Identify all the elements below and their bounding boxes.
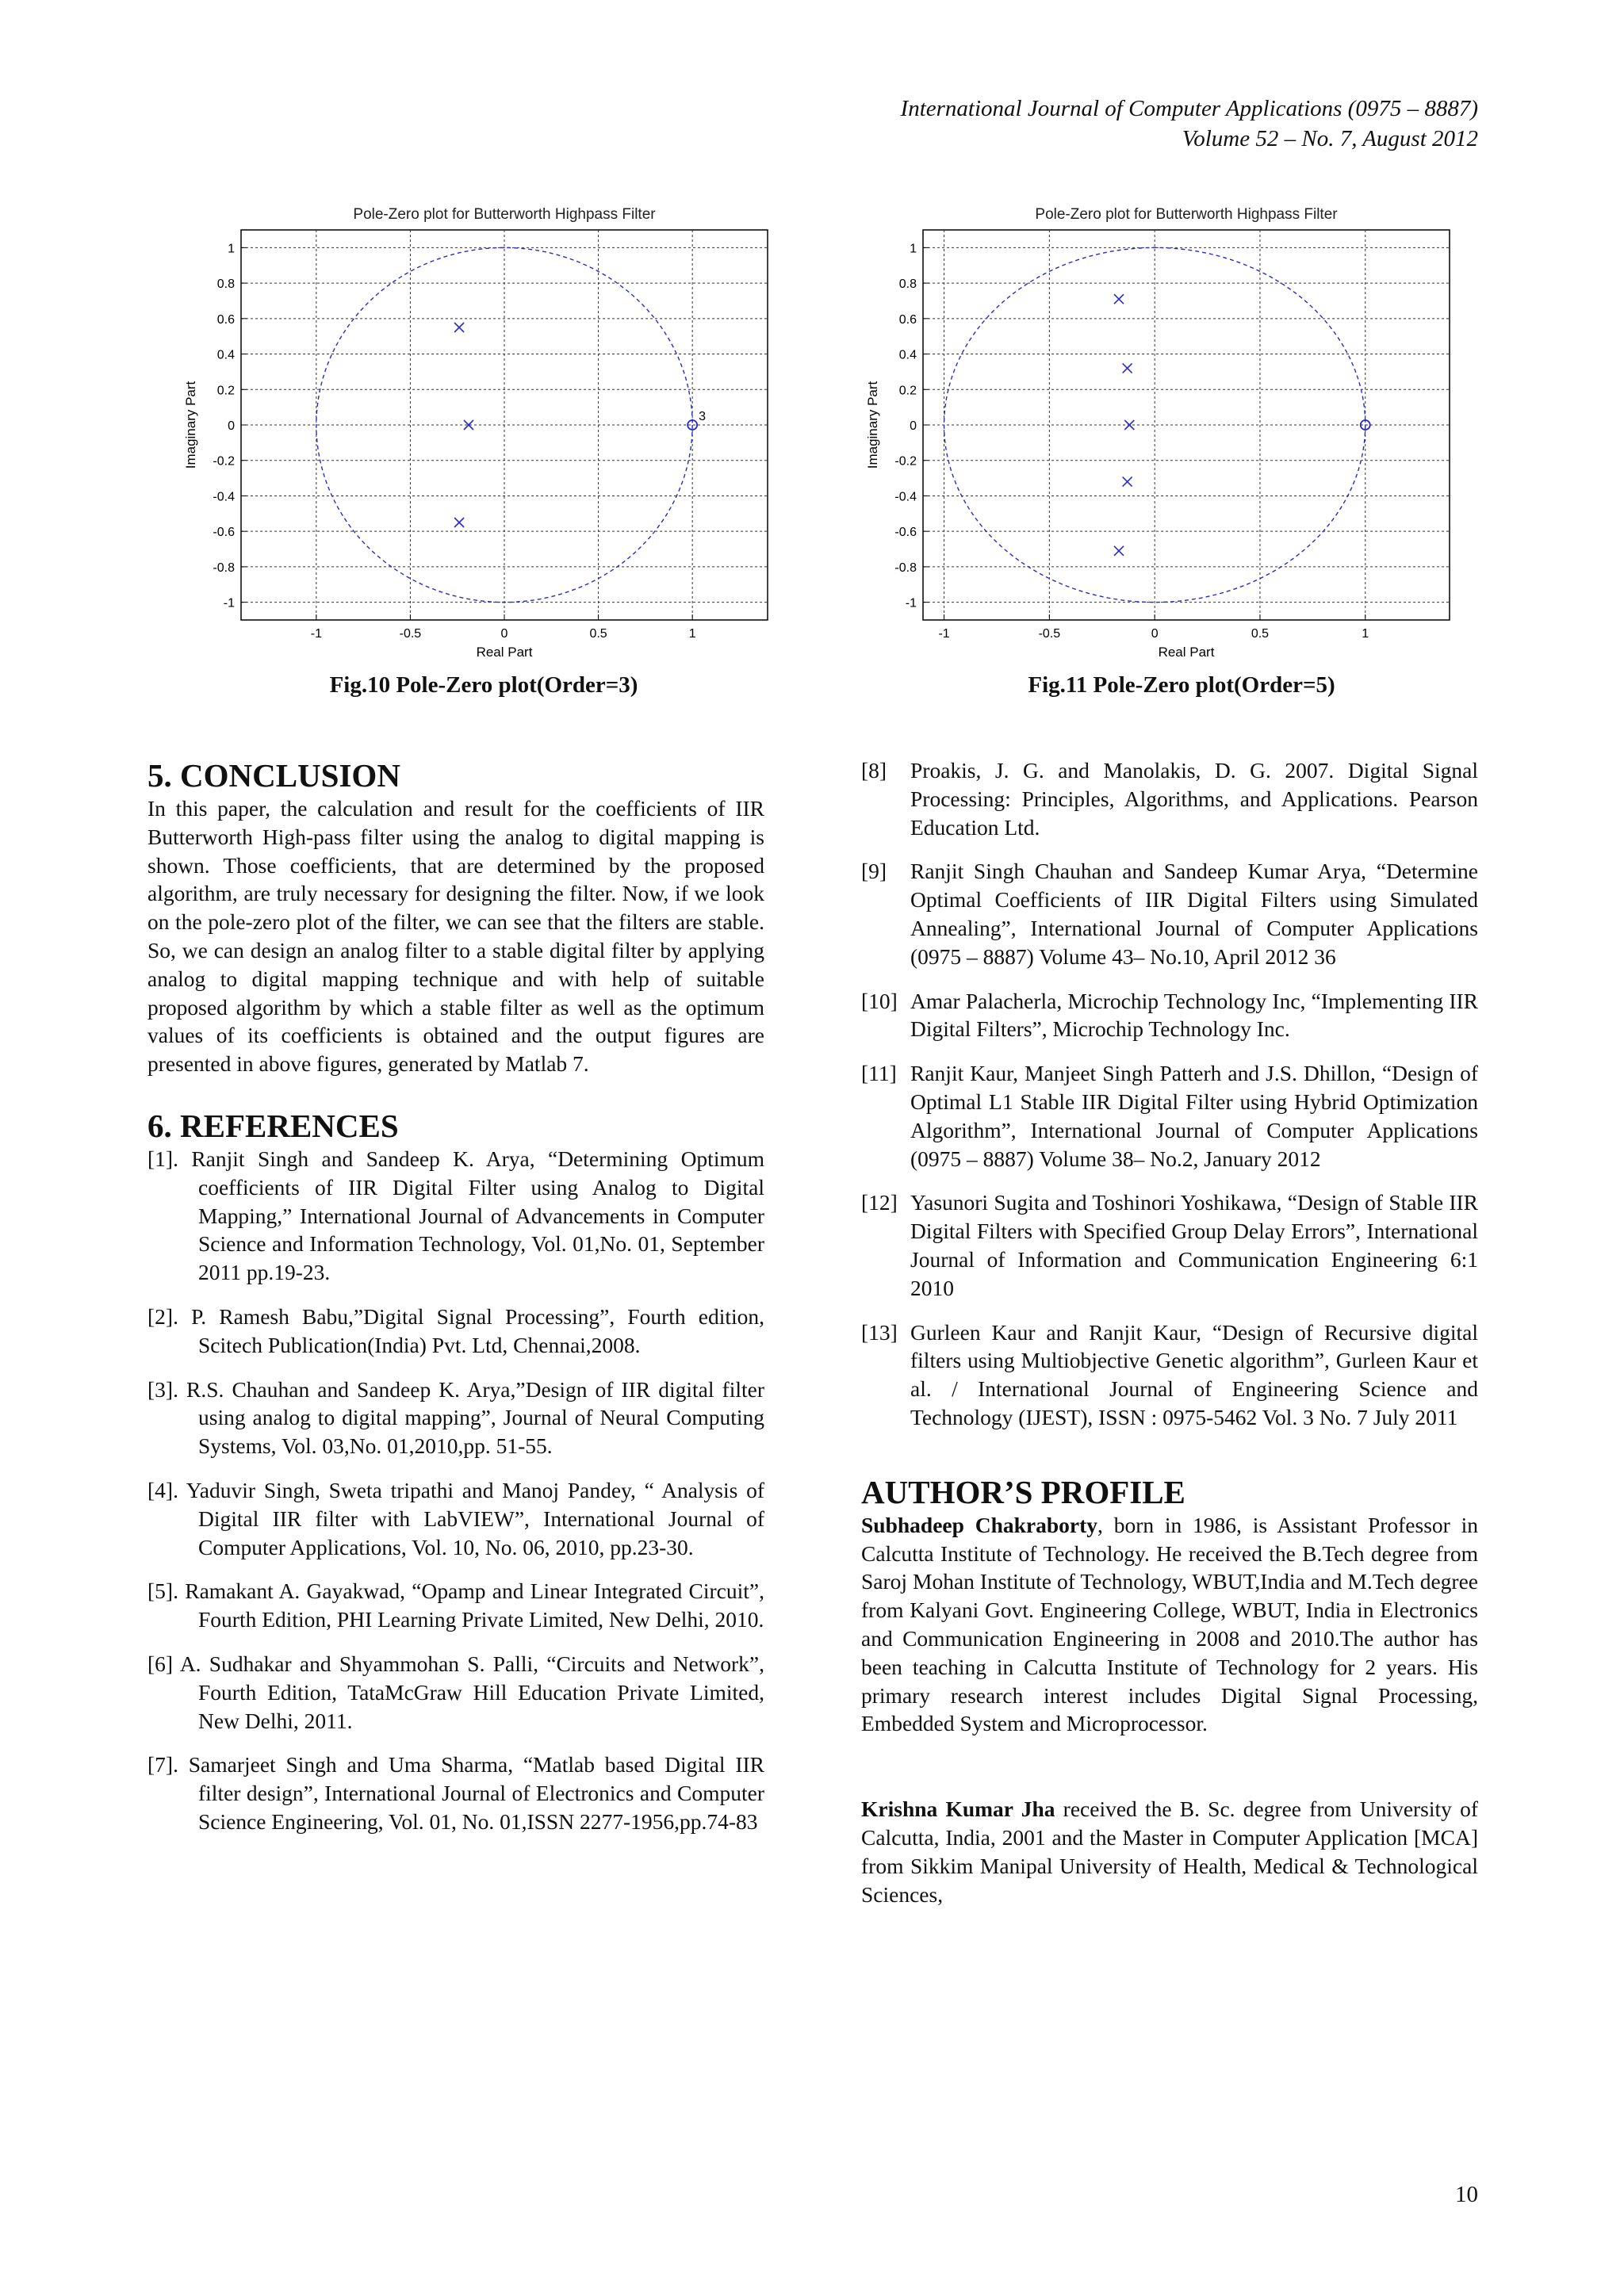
figure-11 [856, 198, 1475, 666]
reference-item [147, 1476, 764, 1561]
y-tick-label: 0.6 [898, 312, 917, 327]
y-tick-label: -0.8 [894, 561, 917, 575]
y-tick-label: 0.2 [216, 384, 235, 398]
x-tick-label: 1 [688, 627, 696, 641]
y-tick-label: -1 [905, 596, 917, 610]
reference-number: [13] [861, 1319, 898, 1345]
reference-item [861, 987, 1478, 1044]
reference-number: [4]. [147, 1477, 178, 1502]
right-column [861, 756, 1478, 1908]
author-profile-heading: AUTHOR’S PROFILE [861, 1473, 1185, 1510]
y-tick-label: 0.8 [898, 277, 917, 292]
author-1-text: , born in 1986, is Assistant Professor in Calcutta Institute of Technology. He received the B.Tech degree from Saroj Mohan Institute of Technology, WBUT,India and M.Tech degree from Kalyani Govt. Engineering College, WBUT, India in Electronics and Communication Engineering in 2008 and 2010.The author has been teaching in Calcutta Institute of Technology for 2 years. His primary research interest includes Digital Signal Processing, Embedded System and Microprocessor. [861, 1512, 1478, 1736]
pole-zero-plot-order-3 [174, 198, 793, 666]
y-tick-label: 0.8 [216, 277, 235, 292]
reference-item [861, 1188, 1478, 1302]
reference-number: [7]. [147, 1752, 178, 1777]
reference-text: Gurleen Kaur and Ranjit Kaur, “Design of Recursive digital filters using Multiobjective Genetic algorithm”, Gurleen Kaur et al. / International Journal of Engineering Science and Technology (IJEST), ISSN : 0975-5462 Vol. 3 No. 7 July 2011 [910, 1319, 1478, 1429]
reference-number: [6] [147, 1651, 174, 1676]
y-tick-label: 0.2 [898, 384, 917, 398]
reference-item [147, 1145, 764, 1287]
reference-text: P. Ramesh Babu,”Digital Signal Processing”, Fourth edition, Scitech Publication(India) Pvt. Ltd, Chennai,2008. [191, 1303, 765, 1357]
reference-text: Ramakant A. Gayakwad, “Opamp and Linear Integrated Circuit”, Fourth Edition, PHI Learning Private Limited, New Delhi, 2010. [185, 1578, 765, 1632]
reference-item [147, 1577, 764, 1634]
reference-text: Amar Palacherla, Microchip Technology Inc, “Implementing IIR Digital Filters”, Microchip Technology Inc. [910, 988, 1478, 1042]
page-number: 10 [1455, 2182, 1478, 2207]
reference-number: [12] [861, 1190, 898, 1215]
reference-item [147, 1751, 764, 1835]
reference-number: [5]. [147, 1578, 178, 1604]
x-tick-label: 0 [1151, 627, 1159, 641]
x-tick-label: -0.5 [399, 627, 422, 641]
y-tick-label: 1 [910, 242, 917, 256]
x-tick-label: 0.5 [589, 627, 607, 641]
journal-volume: Volume 52 – No. 7, August 2012 [1182, 126, 1478, 151]
reference-number: [1]. [147, 1146, 178, 1171]
author-2-text: received the B. Sc. degree from University of Calcutta, India, 2001 and the Master in Computer Application [MCA] from Sikkim Manipal University of Health, Medical & Technological Sciences, [861, 1797, 1479, 1907]
y-tick-label: -1 [223, 596, 235, 610]
y-tick-label: -0.6 [894, 526, 917, 540]
y-axis-label: Imaginary Part [183, 381, 198, 469]
reference-item [147, 1376, 764, 1460]
x-tick-label: -1 [938, 627, 950, 641]
y-tick-label: 0 [228, 419, 235, 433]
left-column [147, 756, 764, 1852]
figure-10 [174, 198, 793, 666]
reference-text: Samarjeet Singh and Uma Sharma, “Matlab based Digital IIR filter design”, International Journal of Electronics and Computer Science Engineering, Vol. 01, No. 01,ISSN 2277-1956,pp.74-83 [188, 1752, 765, 1834]
x-tick-label: 0 [500, 627, 508, 641]
zero-multiplicity-label: 3 [699, 410, 707, 423]
author-1-bio [861, 1511, 1478, 1738]
reference-number: [2]. [147, 1303, 178, 1329]
reference-item [861, 756, 1478, 841]
x-axis-label: Real Part [476, 645, 533, 660]
reference-text: Proakis, J. G. and Manolakis, D. G. 2007. Digital Signal Processing: Principles, Algorithms, and Applications. Pearson Education Ltd. [910, 758, 1478, 840]
reference-item [861, 1059, 1478, 1173]
reference-item [147, 1303, 764, 1360]
reference-text: Yasunori Sugita and Toshinori Yoshikawa, “Design of Stable IIR Digital Filters with Specified Group Delay Errors”, International Journal of Information and Communication Engineering 6:1 2010 [910, 1190, 1478, 1300]
y-axis-label: Imaginary Part [865, 381, 880, 469]
author-2-name: Krishna Kumar Jha [861, 1797, 1055, 1822]
y-tick-label: 0 [910, 419, 917, 433]
y-tick-label: 0.4 [216, 348, 235, 362]
y-tick-label: -0.2 [213, 454, 235, 469]
x-tick-label: 1 [1362, 627, 1369, 641]
plot-title: Pole-Zero plot for Butterworth Highpass Filter [1035, 206, 1338, 223]
y-tick-label: 0.6 [216, 312, 235, 327]
reference-item [147, 1650, 764, 1735]
y-tick-label: -0.6 [213, 526, 235, 540]
conclusion-heading: 5. CONCLUSION [147, 757, 400, 794]
reference-text: Ranjit Kaur, Manjeet Singh Patterh and J.S. Dhillon, “Design of Optimal L1 Stable IIR Digital Filter using Hybrid Optimization Algorithm”, International Journal of Computer Applications (0975 – 8887) Volume 38– No.2, January 2012 [910, 1061, 1478, 1171]
reference-number: [3]. [147, 1376, 178, 1402]
author-1-name: Subhadeep Chakraborty [861, 1512, 1098, 1537]
reference-text: A. Sudhakar and Shyammohan S. Palli, “Circuits and Network”, Fourth Edition, TataMcGraw Hill Education Private Limited, New Delhi, 2011. [179, 1651, 765, 1733]
y-tick-label: 0.4 [898, 348, 917, 362]
reference-number: [10] [861, 988, 898, 1013]
reference-text: R.S. Chauhan and Sandeep K. Arya,”Design of IIR digital filter using analog to digital mapping”, Journal of Neural Computing Systems, Vol. 03,No. 01,2010,pp. 51-55. [186, 1376, 764, 1459]
reference-number: [9] [861, 859, 887, 884]
reference-text: Ranjit Singh Chauhan and Sandeep Kumar Arya, “Determine Optimal Coefficients of IIR Digital Filters using Simulated Annealing”, International Journal of Computer Applications (0975 – 8887) Volume 43– No.10, April 2012 36 [910, 859, 1478, 969]
journal-header [901, 94, 1478, 154]
reference-number: [11] [861, 1061, 897, 1086]
x-tick-label: -1 [310, 627, 322, 641]
figure-10-caption: Fig.10 Pole-Zero plot(Order=3) [329, 672, 638, 698]
x-tick-label: 0.5 [1251, 627, 1270, 641]
y-tick-label: -0.4 [213, 490, 235, 504]
journal-name: International Journal of Computer Applications (0975 – 8887) [900, 96, 1478, 121]
figure-11-caption: Fig.11 Pole-Zero plot(Order=5) [1028, 672, 1335, 698]
y-tick-label: -0.8 [213, 561, 235, 575]
pole-zero-plot-order-5 [856, 198, 1475, 666]
reference-text: Yaduvir Singh, Sweta tripathi and Manoj Pandey, “ Analysis of Digital IIR filter with LabVIEW”, International Journal of Computer Applications, Vol. 10, No. 06, 2010, pp.23-30. [186, 1477, 764, 1559]
x-axis-label: Real Part [1158, 645, 1215, 660]
plot-title: Pole-Zero plot for Butterworth Highpass Filter [353, 206, 656, 223]
reference-item [861, 1318, 1478, 1432]
x-tick-label: -0.5 [1038, 627, 1061, 641]
y-tick-label: -0.4 [894, 490, 917, 504]
conclusion-text: In this paper, the calculation and result for the coefficients of IIR Butterworth High-pass filter using the analog to digital mapping is shown. Those coefficients, that are determined by the proposed algorithm, are truly necessary for designing the filter. Now, if we look on the pole-zero plot of the filter, we can see that the filters are stable. So, we can design an analog filter to a stable digital filter by applying analog to digital mapping technique and with help of suitable proposed algorithm by which a stable filter as well as the optimum values of its coefficients is obtained and the output figures are presented in above figures, generated by Matlab 7. [147, 796, 764, 1077]
reference-text: Ranjit Singh and Sandeep K. Arya, “Determining Optimum coefficients of IIR Digital Filter using Analog to Digital Mapping,” International Journal of Advancements in Computer Science and Information Technology, Vol. 01,No. 01, September 2011 pp.19-23. [191, 1146, 764, 1285]
reference-item [861, 857, 1478, 970]
reference-number: [8] [861, 758, 887, 783]
references-heading: 6. REFERENCES [147, 1107, 399, 1144]
author-2-bio [861, 1795, 1478, 1908]
y-tick-label: 1 [228, 242, 235, 256]
y-tick-label: -0.2 [894, 454, 917, 469]
